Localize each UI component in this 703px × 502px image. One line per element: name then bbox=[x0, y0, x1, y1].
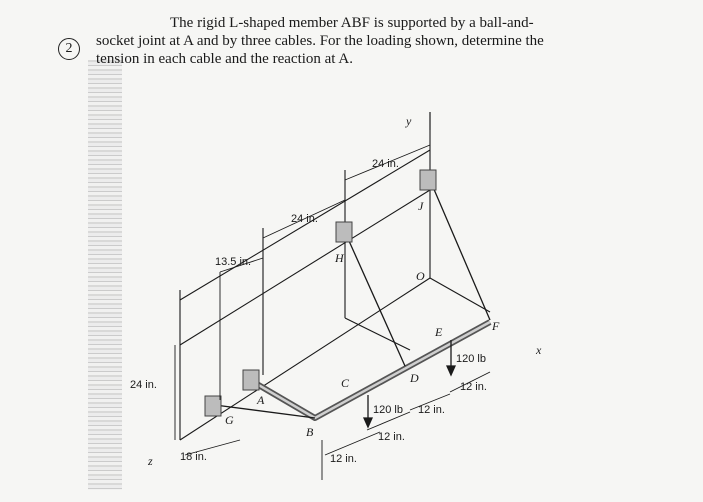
point-h: H bbox=[335, 251, 344, 265]
point-o: O bbox=[416, 269, 425, 283]
point-j: J bbox=[418, 199, 424, 213]
support-a bbox=[243, 370, 259, 390]
load-2-label: 120 lb bbox=[373, 404, 403, 416]
load-1-label: 120 lb bbox=[456, 353, 486, 365]
axis-y-label: y bbox=[406, 114, 412, 128]
point-g: G bbox=[225, 413, 234, 427]
problem-line-1: The rigid L-shaped member ABF is supported by a ball-and- bbox=[170, 15, 534, 31]
support-h bbox=[336, 222, 352, 242]
supports bbox=[205, 170, 436, 416]
dim-24-left: 24 in. bbox=[130, 379, 157, 391]
dim-13-5: 13.5 in. bbox=[215, 256, 252, 268]
problem-line-2: socket joint at A and by three cables. For the loading shown, determine the bbox=[96, 33, 544, 49]
dim-24-mid: 24 in. bbox=[291, 213, 318, 225]
axis-x-label: x bbox=[536, 343, 542, 357]
wall-lines bbox=[180, 112, 490, 440]
l-member bbox=[250, 322, 490, 418]
problem-number: 2 bbox=[58, 38, 80, 60]
dim-12-mid: 12 in. bbox=[418, 404, 445, 416]
axis-z-label: z bbox=[148, 454, 153, 468]
point-f: F bbox=[492, 319, 500, 333]
dim-24-top: 24 in. bbox=[372, 158, 399, 170]
dim-12-bottom: 12 in. bbox=[330, 453, 357, 465]
dim-18: 18 in. bbox=[180, 451, 207, 463]
dim-12-lower: 12 in. bbox=[378, 431, 405, 443]
support-j bbox=[420, 170, 436, 190]
point-c: C bbox=[341, 376, 350, 390]
problem-line-3: tension in each cable and the reaction at A. bbox=[96, 51, 353, 67]
point-d: D bbox=[410, 371, 419, 385]
dimension-lines bbox=[175, 145, 490, 480]
point-b: B bbox=[306, 425, 314, 439]
point-e: E bbox=[435, 325, 443, 339]
point-a: A bbox=[257, 393, 265, 407]
support-g bbox=[205, 396, 221, 416]
dim-12-right: 12 in. bbox=[460, 381, 487, 393]
